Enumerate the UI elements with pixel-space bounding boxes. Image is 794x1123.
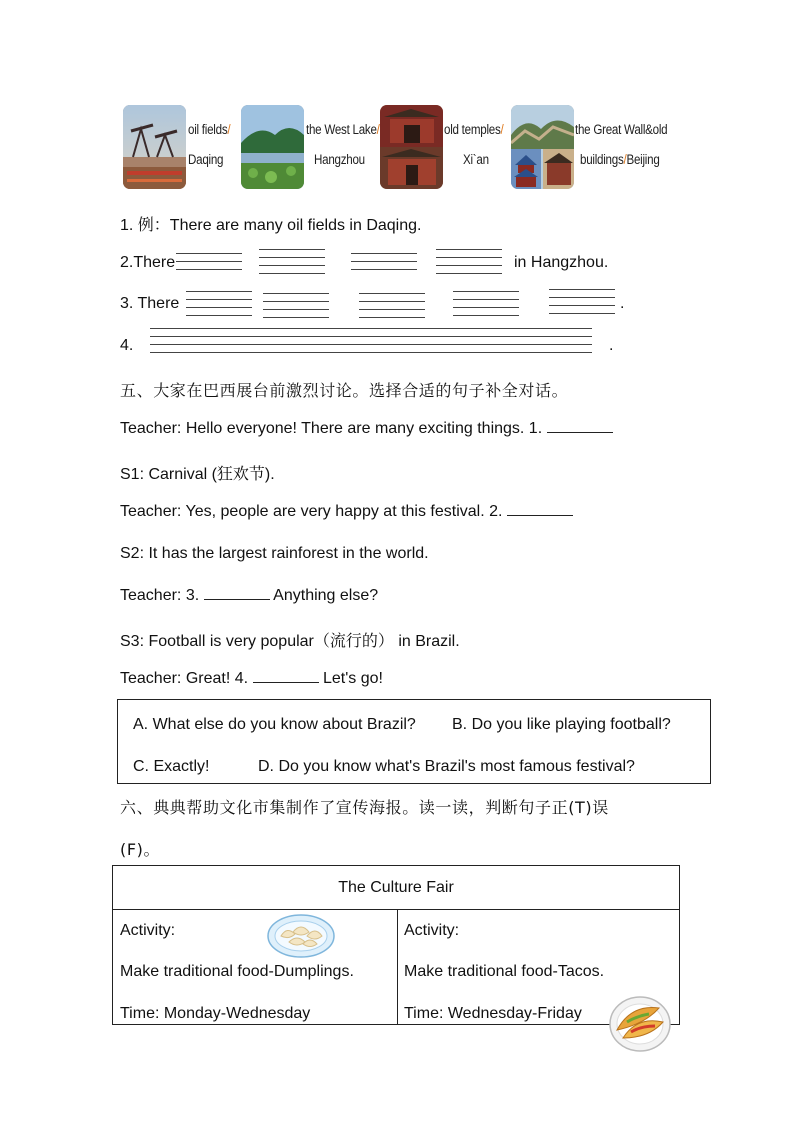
choice-a: A. What else do you know about Brazil? bbox=[133, 716, 416, 733]
choices-box bbox=[117, 699, 711, 784]
answer-blank[interactable] bbox=[549, 289, 615, 321]
picture-place-beijing: Beijing bbox=[626, 152, 660, 167]
dialogue-text: Teacher: Hello everyone! There are many exciting things. 1. bbox=[120, 420, 547, 437]
choice-d: D. Do you know what's Brazil's most famous festival? bbox=[258, 758, 635, 775]
dialogue-text: Teacher: 3. bbox=[120, 587, 204, 604]
great-wall-photo bbox=[511, 105, 574, 189]
dialogue-line-6: S3: Football is very popular（流行的） in Brazil. bbox=[120, 633, 460, 650]
old-temple-photo bbox=[380, 105, 443, 189]
answer-blank[interactable] bbox=[507, 503, 573, 516]
dialogue-line-7 bbox=[120, 670, 383, 688]
picture-text: the West Lake bbox=[306, 122, 377, 137]
slash: / bbox=[227, 122, 231, 137]
picture-text: old temples bbox=[444, 122, 501, 137]
dialogue-line-2: S1: Carnival (狂欢节). bbox=[120, 466, 275, 483]
west-lake-photo bbox=[241, 105, 304, 189]
answer-blank[interactable] bbox=[547, 420, 613, 433]
sentence-2-end: in Hangzhou. bbox=[514, 254, 609, 271]
answer-blank[interactable] bbox=[351, 253, 417, 277]
right-time: Time: Wednesday-Friday bbox=[404, 1005, 582, 1022]
picture-place-hangzhou: Hangzhou bbox=[314, 152, 365, 167]
right-food: Make traditional food-Tacos. bbox=[404, 963, 605, 980]
answer-blank[interactable] bbox=[176, 253, 242, 277]
answer-blank[interactable] bbox=[359, 293, 425, 325]
dialogue-line-5 bbox=[120, 587, 378, 605]
dialogue-line-3 bbox=[120, 503, 573, 521]
slash: / bbox=[376, 122, 380, 137]
sentence-4-end: . bbox=[609, 337, 614, 354]
choice-c: C. Exactly! bbox=[133, 758, 210, 775]
poster-title: The Culture Fair bbox=[113, 866, 679, 910]
dialogue-line-4: S2: It has the largest rainforest in the world. bbox=[120, 545, 429, 562]
answer-blank[interactable] bbox=[186, 291, 252, 323]
left-time: Time: Monday-Wednesday bbox=[120, 1005, 311, 1022]
dialogue-text: Let's go! bbox=[318, 670, 383, 687]
poster-divider bbox=[397, 909, 398, 1024]
choice-b: B. Do you like playing football? bbox=[452, 716, 671, 733]
sentence-2-start: 2.There bbox=[120, 254, 176, 271]
section-5-heading: 五、大家在巴西展台前激烈讨论。选择合适的句子补全对话。 bbox=[120, 381, 569, 400]
answer-blank[interactable] bbox=[436, 249, 502, 281]
picture-place-xian: Xi`an bbox=[463, 152, 489, 167]
left-food: Make traditional food-Dumplings. bbox=[120, 963, 354, 980]
oil-field-photo bbox=[123, 105, 186, 189]
sentence-1-example: 1. 例：There are many oil fields in Daqing. bbox=[120, 217, 422, 234]
picture-place-daqing: Daqing bbox=[188, 152, 224, 167]
answer-blank[interactable] bbox=[204, 587, 270, 600]
dialogue-text: Anything else? bbox=[269, 587, 379, 604]
right-activity-label: Activity: bbox=[404, 922, 460, 939]
dialogue-line-1 bbox=[120, 420, 613, 438]
culture-fair-poster bbox=[112, 865, 680, 1025]
answer-blank[interactable] bbox=[253, 670, 319, 683]
picture-label-west-lake bbox=[306, 122, 380, 137]
sentence-4-start: 4. bbox=[120, 337, 134, 354]
picture-text: buildings bbox=[580, 152, 624, 167]
sentence-3-end: . bbox=[620, 295, 625, 312]
section-6-heading: 六、典典帮助文化市集制作了宣传海报。读一读，判断句子正(T)误 bbox=[120, 798, 609, 817]
picture-label-buildings-beijing bbox=[580, 152, 660, 167]
section-6-heading-cont: (F)。 bbox=[120, 840, 161, 859]
picture-label-great-wall: the Great Wall&old bbox=[575, 122, 668, 137]
slash: / bbox=[623, 152, 627, 167]
dialogue-text: Teacher: Yes, people are very happy at this festival. 2. bbox=[120, 503, 507, 520]
answer-blank[interactable] bbox=[263, 293, 329, 325]
tacos-plate-icon bbox=[609, 994, 671, 1052]
picture-label-oil-fields bbox=[188, 122, 230, 137]
picture-text: oil fields bbox=[188, 122, 228, 137]
picture-label-old-temples bbox=[444, 122, 504, 137]
answer-blank[interactable] bbox=[453, 291, 519, 323]
sentence-3-start: 3. There bbox=[120, 295, 180, 312]
slash: / bbox=[500, 122, 504, 137]
answer-blank-long[interactable] bbox=[150, 328, 592, 360]
left-activity-label: Activity: bbox=[120, 922, 176, 939]
dialogue-text: Teacher: Great! 4. bbox=[120, 670, 253, 687]
answer-blank[interactable] bbox=[259, 249, 325, 281]
dumplings-plate-icon bbox=[267, 914, 335, 958]
